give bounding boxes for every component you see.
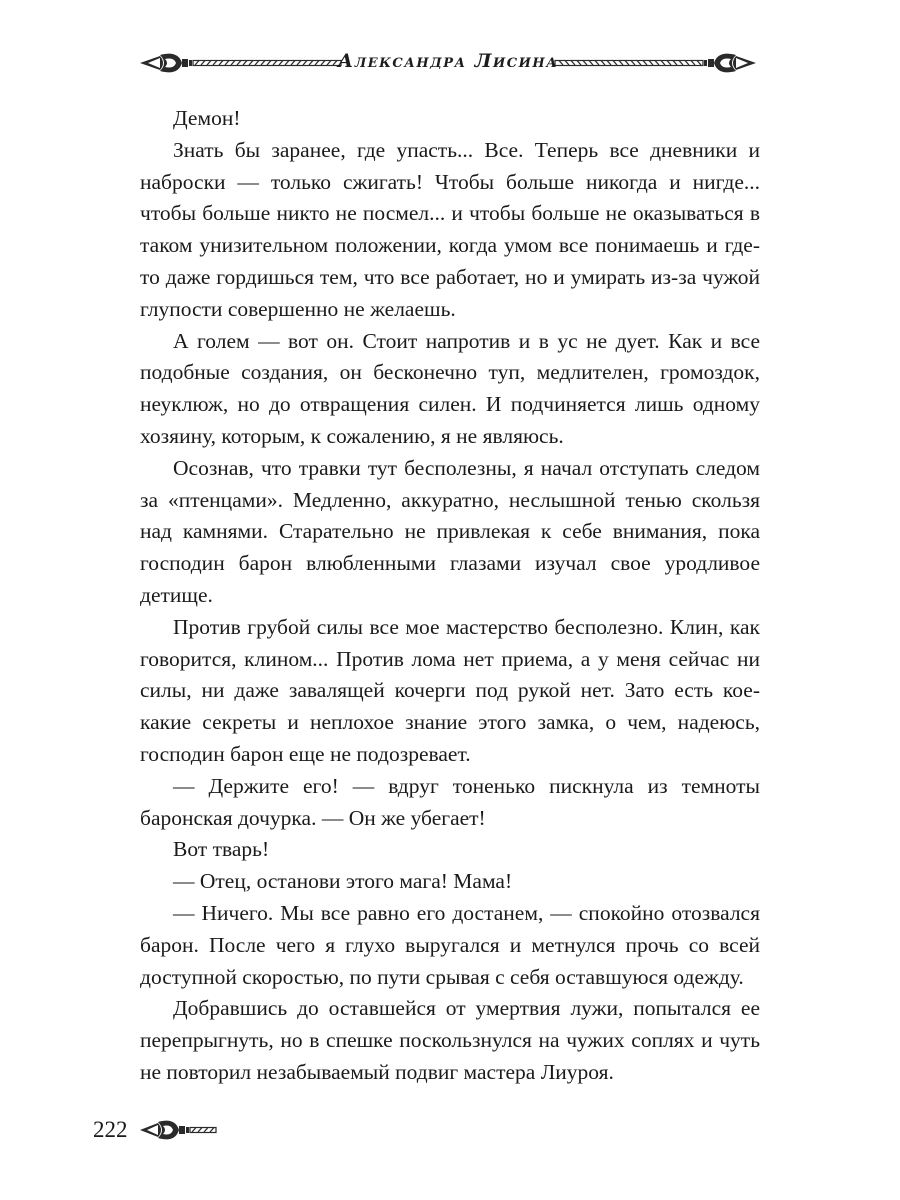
paragraph: Добравшись до оставшейся от умертвия лужи, попытался ее перепрыгнуть, но в спешке поскользнулся на чужих соплях и чуть не повторил незабываемый подвиг мастера Лиуроя. [140,996,760,1084]
paragraph: — Держите его! — вдруг тоненько пискнула из темноты баронская дочурка. — Он же убегает! [140,773,760,830]
paragraph: — Отец, останови этого мага! Мама! [173,869,513,894]
paragraph: Осознав, что травки тут бесполезны, я начал отступать следом за «птенцами». Медленно, аккуратно, неслышной тенью скользя над камнями. Старательно не привлекая к себе внимания, пока господин барон влюбленными глазами изучал свое уродливое детище. [140,455,760,607]
page-number: 222 [93,1117,128,1142]
body-text [140,103,760,1089]
author-name: Александра Лисина [337,50,559,72]
paragraph: Демон! [173,106,241,130]
paragraph: А голем — вот он. Стоит напротив и в ус не дует. Как и все подобные создания, он бесконечно туп, медлителен, громоздок, неуклюж, но до отвращения силен. И подчиняется лишь одному хозяину, которым, к сожалению, я не являюсь. [140,328,760,448]
paragraph: Вот тварь! [173,837,270,862]
paragraph: — Ничего. Мы все равно его достанем, — спокойно отозвался барон. После чего я глухо выругался и метнулся прочь со всей доступной скоростью, по пути срывая с себя оставшуюся одежду. [140,900,760,989]
page-footer [93,1115,293,1149]
paragraph: Против грубой силы все мое мастерство бесполезно. Клин, как говорится, клином... Против лома нет приема, а у меня сейчас ни силы, ни даже завалящей кочерги под рукой нет. Зато есть кое-какие секреты и неплохое знание этого замка, о чем, надеюсь, господин барон еще не подозревает. [140,614,760,766]
spear-ornament-right-icon [553,48,758,78]
spear-ornament-footer-icon [138,1116,218,1144]
paragraph: Знать бы заранее, где упасть... Все. Теперь все дневники и наброски — только сжигать! Чтобы больше никогда и нигде... чтобы больше никто не посмел... и чтобы больше не оказываться в таком унизительном положении, когда умом все понимаешь и где-то даже гордишься тем, что все работает, но и умирать из-за чужой глупости совершенно не желаешь. [140,137,760,321]
running-header [138,42,758,86]
